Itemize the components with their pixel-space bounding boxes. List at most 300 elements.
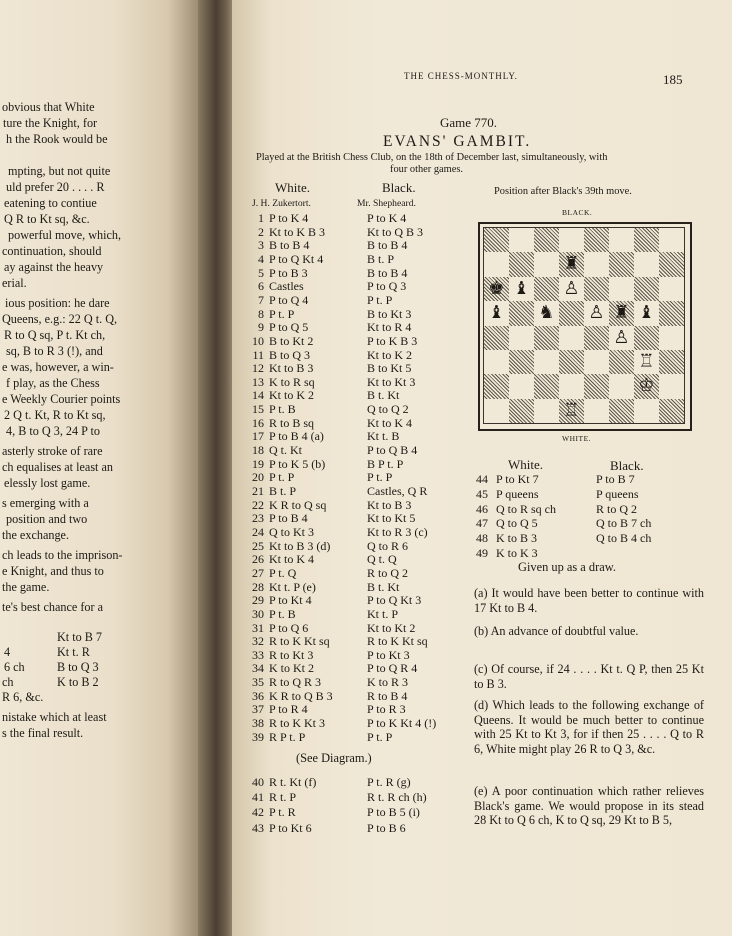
move-number: 49	[476, 546, 488, 560]
move-number: 17	[252, 429, 264, 444]
left-page-line: continuation, should	[2, 244, 102, 258]
white-move: Castles	[269, 279, 304, 294]
move-row	[252, 675, 452, 689]
black-move: Q t. Q	[367, 552, 397, 567]
light-square	[609, 277, 634, 301]
left-page-line: sq, B to R 3 (!), and	[6, 344, 103, 358]
black-move: P to K 4	[367, 211, 407, 225]
move-number: 9	[258, 320, 264, 335]
white-move: K R to Q sq	[269, 497, 327, 512]
dark-square	[609, 252, 634, 276]
note-e	[474, 784, 704, 828]
left-page-line: 4	[4, 645, 11, 659]
board-top-label: BLACK.	[562, 208, 593, 217]
move-row	[252, 484, 452, 498]
left-page-line: erial.	[2, 276, 27, 290]
white-move: Q to Kt 3	[269, 524, 314, 539]
left-page-line: the game.	[2, 580, 50, 594]
move-row	[252, 361, 452, 375]
game-label: Game 770.	[440, 115, 498, 130]
move-row	[252, 821, 452, 835]
black-move: Kt to R 4	[367, 320, 412, 335]
left-page	[0, 0, 205, 936]
left-page-line: ious position: he dare	[5, 296, 110, 310]
white-move: Kt to B 3	[269, 361, 314, 376]
move-row	[252, 375, 452, 389]
move-row	[476, 472, 696, 486]
move-row	[252, 470, 452, 484]
move-number: 24	[252, 524, 264, 539]
move-row	[252, 552, 452, 566]
black-move: Castles, Q R	[367, 484, 428, 498]
chess-board-diagram	[478, 222, 692, 431]
running-header: THE CHESS-MONTHLY.	[404, 71, 518, 81]
dark-square	[634, 326, 659, 350]
move-number: 44	[476, 472, 488, 486]
dark-square	[484, 374, 509, 398]
white-move: P to K 4	[269, 211, 309, 225]
left-page-line: te's best chance for a	[2, 600, 103, 614]
left-page-line: asterly stroke of rare	[2, 444, 103, 458]
light-square	[509, 228, 534, 252]
light-square	[609, 228, 634, 252]
white-move: Q t. Kt	[269, 443, 302, 458]
move-number: 2	[258, 224, 264, 239]
white-move: K to K 3	[496, 546, 538, 560]
note-b-text: (b) An advance of doubtful value.	[474, 624, 639, 638]
white-move: P to Q 5	[269, 320, 309, 335]
opening-title: EVANS' GAMBIT.	[383, 133, 532, 150]
white-move: R P t. P	[269, 729, 306, 744]
move-row	[252, 334, 452, 348]
move-number: 11	[252, 347, 264, 362]
move-row	[252, 307, 452, 321]
game-result: Given up as a draw.	[518, 560, 616, 574]
black-move: P t. R (g)	[367, 775, 411, 789]
move-number: 27	[252, 565, 264, 580]
light-square	[484, 399, 509, 423]
move-number: 14	[252, 388, 264, 403]
move-number: 32	[252, 634, 264, 649]
white-move: P to B 3	[269, 265, 308, 280]
left-page-line: f play, as the Chess	[6, 376, 100, 390]
black-move: Kt to Q B 3	[367, 224, 424, 239]
dark-square	[509, 301, 534, 325]
move-number: 46	[476, 501, 488, 516]
white-move: Kt to K 2	[269, 388, 314, 403]
move-number: 30	[252, 606, 264, 621]
left-page-line: K to B 2	[57, 675, 99, 689]
move-number: 38	[252, 716, 264, 731]
black-move: R to B 4	[367, 688, 408, 703]
white-move: B to B 4	[269, 238, 310, 253]
white-move: P to Q 6	[269, 620, 309, 635]
move-number: 40	[252, 775, 264, 789]
black-move: P t. P	[367, 470, 393, 485]
white-pawn-piece: ♙	[613, 326, 630, 348]
black-rook-piece: ♜	[613, 302, 630, 324]
left-page-line: Kt to B 7	[57, 630, 103, 644]
light-square	[559, 326, 584, 350]
black-move: B to B 4	[367, 265, 408, 280]
move-number: 16	[252, 415, 264, 430]
black-move: B P t. P	[367, 456, 404, 471]
dark-square	[659, 252, 684, 276]
black-king-piece: ♚	[488, 277, 505, 299]
light-square	[609, 374, 634, 398]
left-page-line: ture the Knight, for	[3, 116, 98, 130]
black-move: P to B 5 (i)	[367, 805, 420, 820]
move-row	[476, 531, 696, 545]
move-row	[476, 546, 696, 560]
move-row	[252, 648, 452, 662]
black-move: Kt to Kt 3	[367, 374, 416, 389]
note-d	[474, 698, 704, 756]
white-move: Q to Q 5	[496, 516, 538, 531]
white-move: P to Q Kt 4	[269, 251, 324, 266]
move-number: 19	[252, 456, 264, 471]
white-move: R to Q R 3	[269, 675, 322, 690]
black-move: Q to R 6	[367, 538, 409, 553]
light-square	[584, 350, 609, 374]
white-move: B to Kt 2	[269, 333, 314, 348]
move-row	[252, 775, 452, 789]
move-row	[252, 498, 452, 512]
black-move: B to Kt 5	[367, 361, 412, 376]
dark-square	[609, 350, 634, 374]
dark-square	[509, 399, 534, 423]
black-move: Kt to Kt 2	[367, 620, 416, 635]
move-row	[252, 716, 452, 730]
move-row	[252, 416, 452, 430]
white-column-header: White.	[275, 180, 311, 195]
move-row	[252, 388, 452, 402]
dark-square	[634, 277, 659, 301]
left-page-line: Queens, e.g.: 22 Q t. Q,	[2, 312, 118, 326]
light-square	[659, 326, 684, 350]
left-page-line: Q R to Kt sq, &c.	[4, 212, 90, 226]
black-column-header-2: Black.	[610, 458, 644, 473]
white-move: P t. Q	[269, 565, 297, 580]
white-move: R to Kt 3	[269, 647, 314, 662]
left-page-line: e Weekly Courier points	[2, 392, 121, 406]
note-c	[474, 662, 704, 691]
move-number: 43	[252, 820, 264, 835]
light-square	[509, 326, 534, 350]
dark-square	[609, 399, 634, 423]
white-move: Q to R sq ch	[496, 501, 556, 516]
white-move: R t. Kt (f)	[269, 775, 317, 789]
dark-square	[534, 374, 559, 398]
move-number: 31	[252, 620, 264, 635]
black-bishop-piece: ♝	[513, 277, 530, 299]
move-row	[252, 429, 452, 443]
black-move: P to Q B 4	[367, 443, 418, 458]
move-number: 37	[252, 702, 264, 717]
white-move: P to B 4 (a)	[269, 429, 324, 444]
move-number: 29	[252, 593, 264, 608]
move-row	[252, 320, 452, 334]
white-move: Kt to K B 3	[269, 224, 326, 239]
black-move: Kt to K 4	[367, 415, 412, 430]
move-row	[476, 502, 696, 516]
move-number: 26	[252, 552, 264, 567]
move-number: 39	[252, 729, 264, 744]
move-number: 18	[252, 443, 264, 458]
light-square	[534, 252, 559, 276]
left-page-line: the exchange.	[2, 528, 69, 542]
dark-square	[484, 326, 509, 350]
light-square	[634, 399, 659, 423]
black-move: Kt to K 2	[367, 347, 412, 362]
dark-square	[534, 277, 559, 301]
dark-square	[584, 277, 609, 301]
black-move: R to Q 2	[367, 565, 409, 580]
move-row	[252, 730, 452, 744]
black-move: B t. Kt	[367, 388, 400, 403]
move-number: 47	[476, 516, 488, 531]
dark-square	[559, 350, 584, 374]
black-move: B t. P	[367, 251, 395, 266]
light-square	[509, 374, 534, 398]
move-row	[476, 516, 696, 530]
move-row	[252, 402, 452, 416]
intro-line-1: Played at the British Chess Club, on the 18th of December last, simultaneously, with	[256, 152, 608, 163]
light-square	[534, 399, 559, 423]
move-number: 4	[258, 251, 264, 266]
black-move: P t. P	[367, 292, 393, 307]
left-page-line: ch equalises at least an	[2, 460, 113, 474]
move-number: 28	[252, 579, 264, 594]
move-row	[252, 805, 452, 819]
white-move: P t. R	[269, 805, 296, 820]
left-page-line: s the final result.	[2, 726, 84, 740]
black-move: P t. P	[367, 729, 393, 744]
note-a	[474, 586, 704, 615]
dark-square	[584, 326, 609, 350]
black-move: R to K Kt sq	[367, 634, 428, 649]
black-rook-piece: ♜	[563, 253, 580, 275]
left-page-line: position and two	[6, 512, 88, 526]
move-number: 33	[252, 647, 264, 662]
white-rook-piece: ♖	[638, 350, 655, 372]
black-move: K to R 3	[367, 675, 409, 690]
white-move: P to Q 4	[269, 292, 309, 307]
black-knight-piece: ♞	[538, 302, 555, 324]
white-move: R to B sq	[269, 415, 315, 430]
light-square	[634, 252, 659, 276]
move-number: 42	[252, 805, 264, 820]
white-move: P to R 4	[269, 702, 308, 717]
move-number: 48	[476, 531, 488, 546]
black-move: Kt t. B	[367, 429, 400, 444]
black-move: Kt to B 3	[367, 497, 412, 512]
white-column-header-2: White.	[508, 457, 544, 472]
black-move: Q to B 7 ch	[596, 516, 652, 531]
white-move: K to Kt 2	[269, 661, 314, 676]
white-player-name: J. H. Zukertort.	[252, 198, 311, 209]
move-row	[252, 702, 452, 716]
black-move: P to B 7	[596, 472, 635, 486]
light-square	[584, 399, 609, 423]
white-move: Kt to B 3 (d)	[269, 538, 331, 553]
white-pawn-piece: ♙	[588, 302, 605, 324]
board-bottom-label: WHITE.	[562, 434, 592, 443]
black-move: Q to Q 2	[367, 402, 409, 417]
left-page-line: mpting, but not quite	[8, 164, 111, 178]
left-page-line: B to Q 3	[57, 660, 99, 674]
white-move: P t. P	[269, 470, 295, 485]
note-d-text: (d) Which leads to the following exchange of Queens. It would be much better to continue with 25 Kt to Kt 3, for if then 25 . . . . Q to R 6, White might play 26 R to Q 3, &c.	[474, 698, 704, 756]
white-move: P t. B	[269, 606, 296, 621]
black-move: B t. Kt	[367, 579, 400, 594]
black-column-header: Black.	[382, 180, 416, 195]
dark-square	[659, 350, 684, 374]
move-row	[476, 487, 696, 501]
white-move: P t. P	[269, 306, 295, 321]
black-bishop-piece: ♝	[638, 302, 655, 324]
note-a-text: (a) It would have been better to continue with 17 Kt to B 4.	[474, 586, 704, 615]
dark-square	[659, 301, 684, 325]
black-move: Kt to Kt 5	[367, 511, 416, 526]
black-move: P to B 6	[367, 820, 406, 835]
white-move: K to B 3	[496, 531, 538, 546]
note-e-text: (e) A poor continuation which rather relieves Black's game. We would propose in its stead 28 Kt to Q 6 ch, K to Q sq, 29 Kt to B 5,	[474, 784, 704, 828]
move-row	[252, 525, 452, 539]
white-move: P to Kt 4	[269, 593, 312, 608]
light-square	[659, 228, 684, 252]
move-row	[252, 790, 452, 804]
dark-square	[584, 374, 609, 398]
black-move: Q to B 4 ch	[596, 531, 652, 546]
note-c-text: (c) Of course, if 24 . . . . Kt t. Q P, then 25 Kt to B 3.	[474, 662, 704, 691]
black-move: P to Q R 4	[367, 661, 418, 676]
move-number: 10	[252, 333, 264, 348]
move-row	[252, 348, 452, 362]
left-page-line: obvious that White	[2, 100, 95, 114]
white-move: B to Q 3	[269, 347, 311, 362]
left-page-line: ch	[2, 675, 14, 689]
white-move: P t. B	[269, 402, 296, 417]
intro-line-2: four other games.	[390, 164, 463, 175]
white-move: P to K 5 (b)	[269, 456, 326, 471]
left-page-line: eatening to contiue	[4, 196, 97, 210]
dark-square	[509, 252, 534, 276]
black-move: P to Q 3	[367, 279, 407, 294]
black-bishop-piece: ♝	[488, 302, 505, 324]
black-move: P queens	[596, 486, 639, 501]
light-square	[484, 350, 509, 374]
left-page-line: Kt t. R	[57, 645, 90, 659]
left-page-line: R to Q sq, P t. Kt ch,	[4, 328, 106, 342]
black-move: R t. R ch (h)	[367, 790, 427, 805]
white-move: P to Kt 6	[269, 820, 312, 835]
left-page-line: h the Rook would be	[6, 132, 108, 146]
move-row	[252, 293, 452, 307]
left-page-line: s emerging with a	[2, 496, 89, 510]
move-row	[252, 593, 452, 607]
move-number: 1	[258, 211, 264, 225]
move-number: 3	[258, 238, 264, 253]
chess-board-squares	[483, 227, 685, 424]
move-row	[252, 266, 452, 280]
move-row	[252, 443, 452, 457]
move-row	[252, 238, 452, 252]
left-page-line: e was, however, a win-	[2, 360, 114, 374]
light-square	[484, 252, 509, 276]
move-number: 45	[476, 486, 488, 501]
black-move: R to Q 2	[596, 501, 638, 516]
black-move: B to Kt 3	[367, 306, 412, 321]
move-row	[252, 211, 452, 225]
light-square	[559, 374, 584, 398]
black-move: P to Kt 3	[367, 647, 410, 662]
move-number: 34	[252, 661, 264, 676]
dark-square	[659, 399, 684, 423]
move-row	[252, 607, 452, 621]
black-move: B to B 4	[367, 238, 408, 253]
move-number: 20	[252, 470, 264, 485]
dark-square	[634, 228, 659, 252]
move-number: 5	[258, 265, 264, 280]
move-number: 7	[258, 292, 264, 307]
move-row	[252, 661, 452, 675]
move-row	[252, 539, 452, 553]
left-page-text	[0, 96, 200, 756]
move-number: 36	[252, 688, 264, 703]
white-move: K to R sq	[269, 374, 315, 389]
white-pawn-piece: ♙	[563, 277, 580, 299]
diagram-caption: Position after Black's 39th move.	[494, 186, 632, 197]
white-rook-piece: ♖	[563, 399, 580, 421]
black-move: P to K Kt 4 (!)	[367, 716, 437, 731]
white-move: B t. P	[269, 484, 297, 498]
move-row	[252, 225, 452, 239]
move-row	[252, 689, 452, 703]
light-square	[659, 277, 684, 301]
left-page-line: 6 ch	[4, 660, 25, 674]
left-page-line: nistake which at least	[2, 710, 107, 724]
white-move: Kt to K 4	[269, 552, 314, 567]
left-page-line: ch leads to the imprison-	[2, 548, 123, 562]
move-number: 35	[252, 675, 264, 690]
light-square	[559, 228, 584, 252]
light-square	[584, 252, 609, 276]
page-number: 185	[663, 72, 683, 87]
move-number: 41	[252, 790, 264, 805]
left-page-line: ay against the heavy	[4, 260, 104, 274]
white-move: Kt t. P (e)	[269, 579, 316, 594]
dark-square	[509, 350, 534, 374]
move-row	[252, 580, 452, 594]
white-move: P queens	[496, 486, 539, 501]
move-number: 22	[252, 497, 264, 512]
black-move: Kt t. P	[367, 606, 399, 621]
move-number: 15	[252, 402, 264, 417]
white-move: P to Kt 7	[496, 472, 539, 486]
white-move: R to K Kt sq	[269, 634, 330, 649]
left-page-line: e Knight, and thus to	[2, 564, 104, 578]
white-move: R t. P	[269, 790, 297, 805]
black-move: P to Q Kt 3	[367, 593, 422, 608]
white-move: K R to Q B 3	[269, 688, 333, 703]
light-square	[659, 374, 684, 398]
move-row	[252, 457, 452, 471]
black-move: P to K B 3	[367, 333, 418, 348]
black-move: P to R 3	[367, 702, 406, 717]
move-number: 6	[258, 279, 264, 294]
move-number: 21	[252, 484, 264, 498]
